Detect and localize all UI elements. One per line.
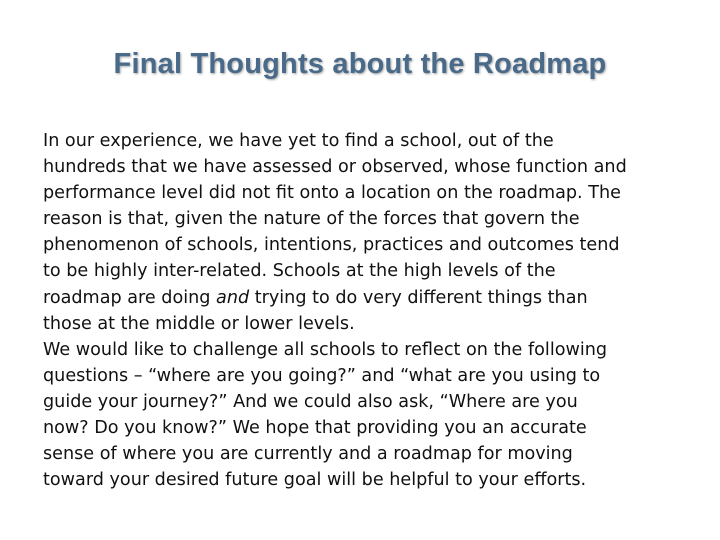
paragraph-2-line-5: sense of where you are currently and a roadmap for moving: [43, 444, 573, 465]
paragraph-1-line-1: In our experience, we have yet to find a school, out of the: [43, 131, 554, 151]
paragraph-1: [43, 128, 683, 337]
paragraph-1-line-3: performance level did not fit onto a location on the roadmap. The: [43, 183, 621, 204]
paragraph-1-line-5: phenomenon of schools, intentions, practices and outcomes tend: [43, 235, 620, 256]
paragraph-1-line-7: [43, 285, 683, 311]
line-7-text-after: trying to do very different things than: [249, 287, 588, 308]
paragraph-2-line-3: guide your journey?” And we could also ask, “Where are you: [43, 391, 578, 412]
paragraph-2: [43, 337, 683, 494]
line-7-text-before: roadmap are doing: [43, 287, 217, 308]
paragraph-2-line-4: now? Do you know?” We hope that providing you an accurate: [43, 418, 587, 439]
slide-body: [43, 128, 683, 493]
paragraph-2-line-1: We would like to challenge all schools to reflect on the following: [43, 339, 608, 360]
paragraph-1-line-6: to be highly inter-related. Schools at the high levels of the: [43, 261, 556, 282]
paragraph-2-line-2: questions – “where are you going?” and “what are you using to: [43, 365, 601, 386]
emphasis-and: and: [216, 287, 250, 308]
paragraph-1-line-8: those at the middle or lower levels.: [43, 313, 355, 334]
paragraph-1-line-4: reason is that, given the nature of the forces that govern the: [43, 209, 580, 230]
slide-title: Final Thoughts about the Roadmap: [113, 48, 607, 80]
paragraph-2-line-6: toward your desired future goal will be helpful to your efforts.: [43, 470, 587, 491]
paragraph-1-line-2: hundreds that we have assessed or observed, whose function and: [43, 157, 627, 178]
